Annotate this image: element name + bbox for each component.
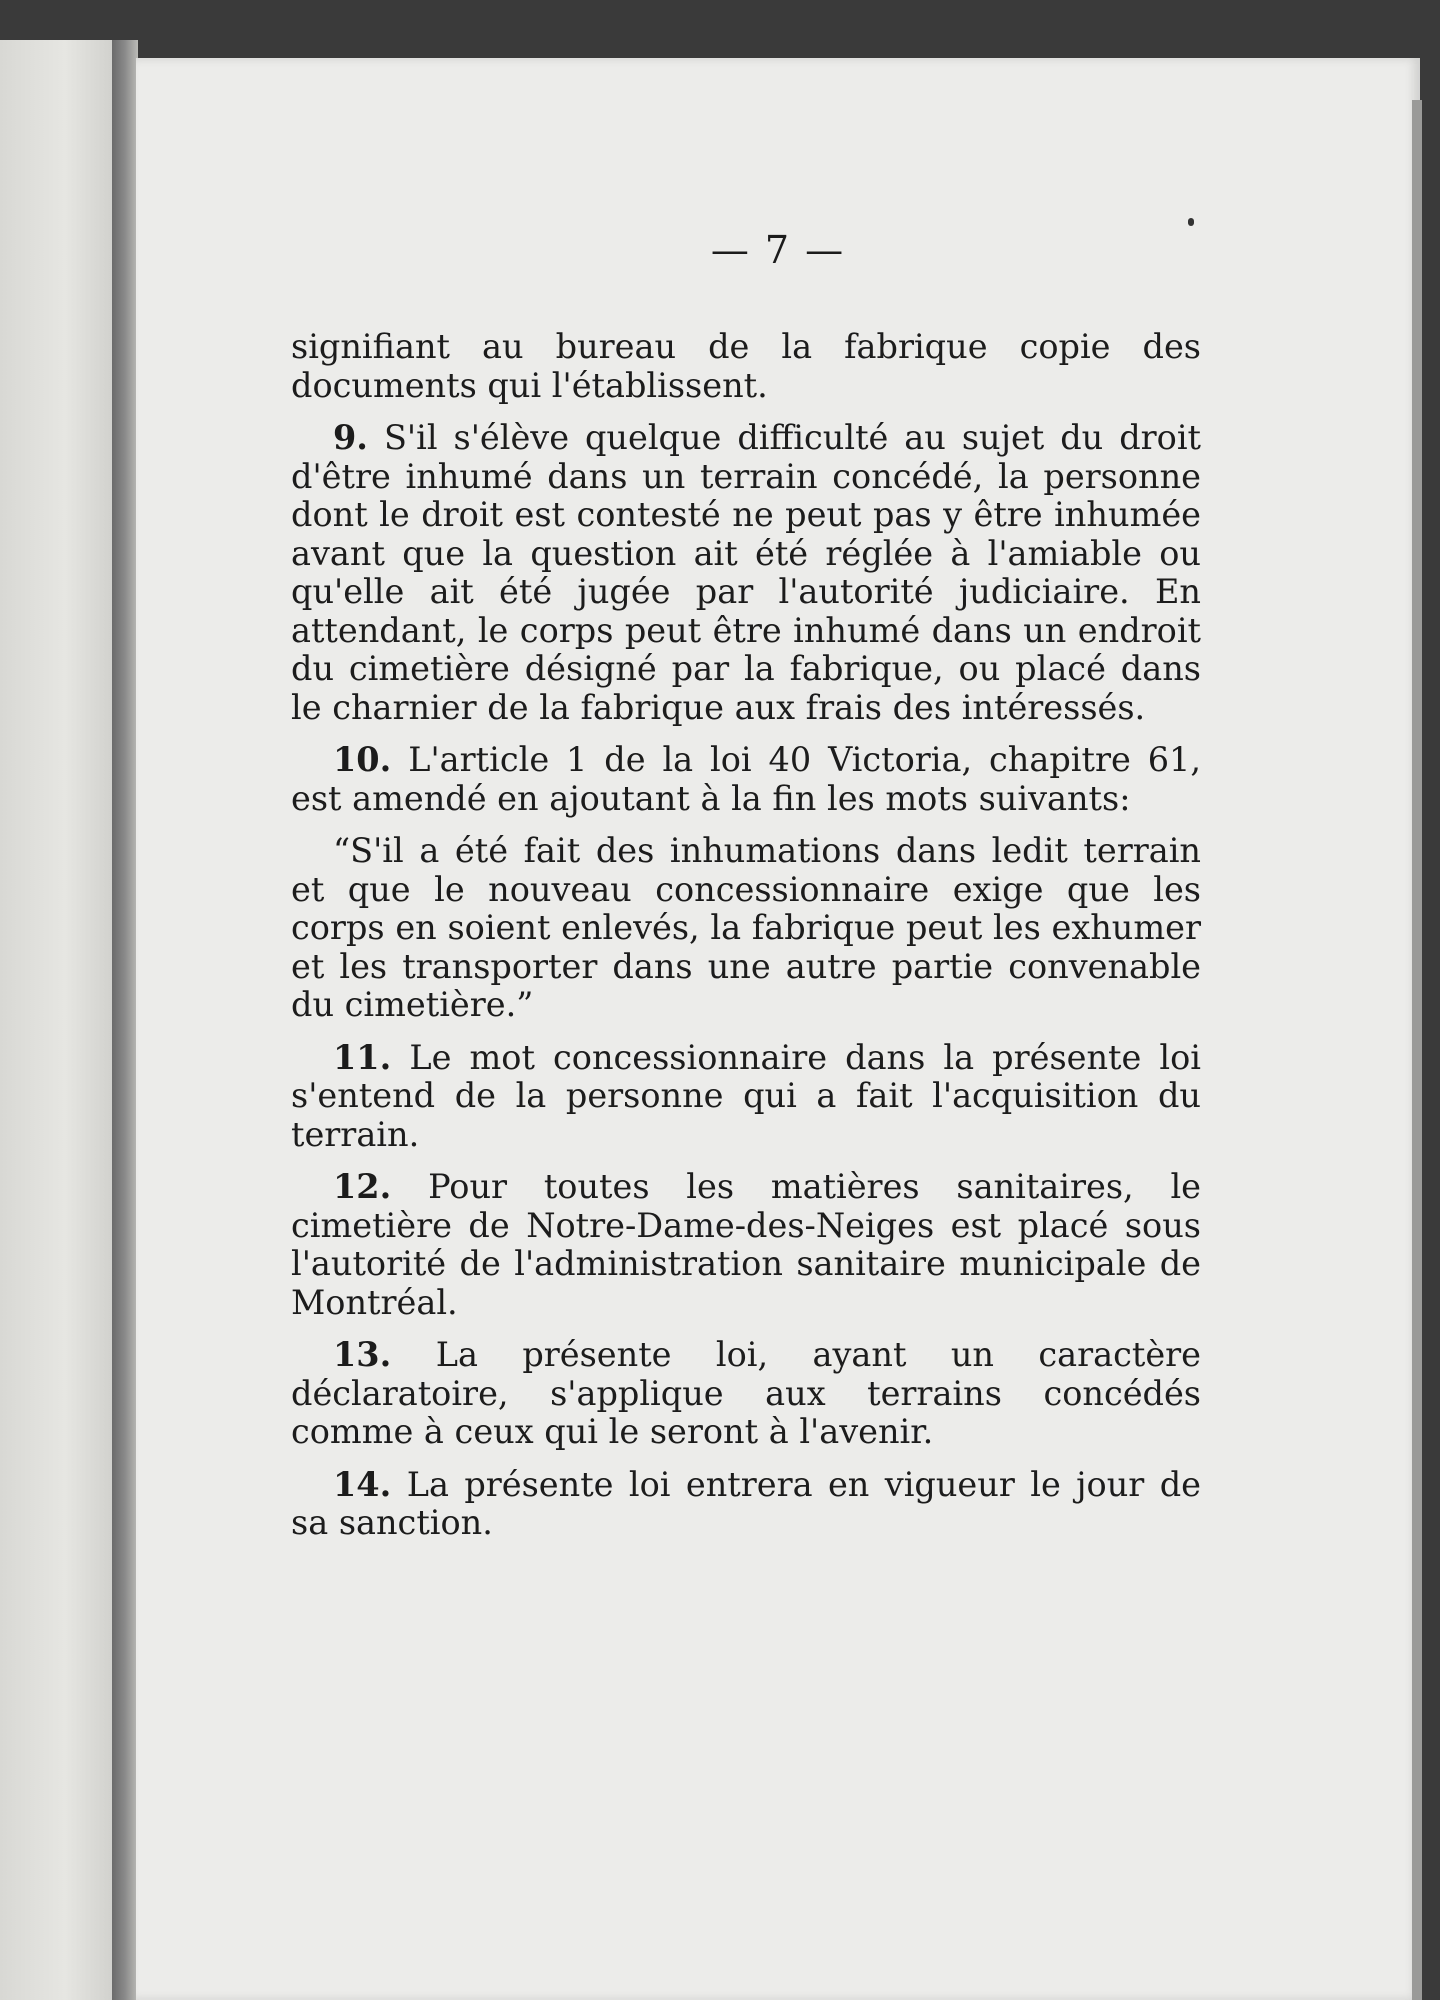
article-11-text: Le mot concessionnaire dans la présente loi s'entend de la personne qui a fait l'acquisition du terrain. bbox=[291, 1037, 1202, 1154]
article-10-quote-text: “S'il a été fait des inhumations dans ledit terrain et que le nouveau concessionnaire exige que les corps en soient enlevés, la fabrique peut les exhumer et les transporter dans une autre partie convenable du cimetière.” bbox=[291, 831, 1201, 1024]
article-13 bbox=[291, 1336, 1201, 1452]
article-14-text: La présente loi entrera en vigueur le jour de sa sanction. bbox=[291, 1464, 1201, 1542]
page-number: — 7 — bbox=[710, 228, 846, 272]
paragraph-intro bbox=[291, 328, 1201, 405]
article-14-number: 14. bbox=[333, 1464, 392, 1504]
article-14 bbox=[291, 1466, 1201, 1543]
document-page bbox=[136, 58, 1420, 2000]
article-13-number: 13. bbox=[333, 1335, 392, 1374]
article-10-text: L'article 1 de la loi 40 Victoria, chapitre 61, est amendé en ajoutant à la fin les mots suivants: bbox=[291, 740, 1201, 818]
paragraph-intro-text: signifiant au bureau de la fabrique copie des documents qui l'établissent. bbox=[291, 327, 1201, 405]
left-page-edge bbox=[0, 40, 118, 2000]
ink-speck bbox=[1188, 218, 1194, 226]
article-13-text: La présente loi, ayant un caractère déclaratoire, s'applique aux terrains concédés comme à ceux qui le seront à l'avenir. bbox=[291, 1335, 1201, 1451]
article-12-number: 12. bbox=[333, 1167, 392, 1206]
article-12 bbox=[291, 1168, 1201, 1322]
article-12-text: Pour toutes les matières sanitaires, le cimetière de Notre-Dame-des-Neiges est placé sous l'autorité de l'administration sanitaire municipale de Montréal. bbox=[291, 1167, 1201, 1322]
right-page-edge bbox=[1412, 100, 1422, 2000]
article-10-number: 10. bbox=[333, 740, 392, 779]
body-text bbox=[291, 328, 1201, 1557]
article-9-text: S'il s'élève quelque difficulté au sujet du droit d'être inhumé dans un terrain concédé, la personne dont le droit est contesté ne peut pas y être inhumée avant que la question ait été réglée à l'amiable ou qu'elle ait été jugée par l'autorité judiciaire. En attendant, le corps peut être inhumé dans un endroit du cimetière désigné par la fabrique, ou placé dans le charnier de la fabrique aux frais des intéressés. bbox=[291, 418, 1201, 727]
article-9 bbox=[291, 419, 1201, 727]
article-10-quote bbox=[291, 832, 1201, 1025]
article-11 bbox=[291, 1039, 1201, 1155]
article-10 bbox=[291, 741, 1201, 818]
article-11-number: 11. bbox=[333, 1037, 392, 1077]
article-9-number: 9. bbox=[333, 418, 368, 457]
book-gutter bbox=[112, 40, 138, 2000]
